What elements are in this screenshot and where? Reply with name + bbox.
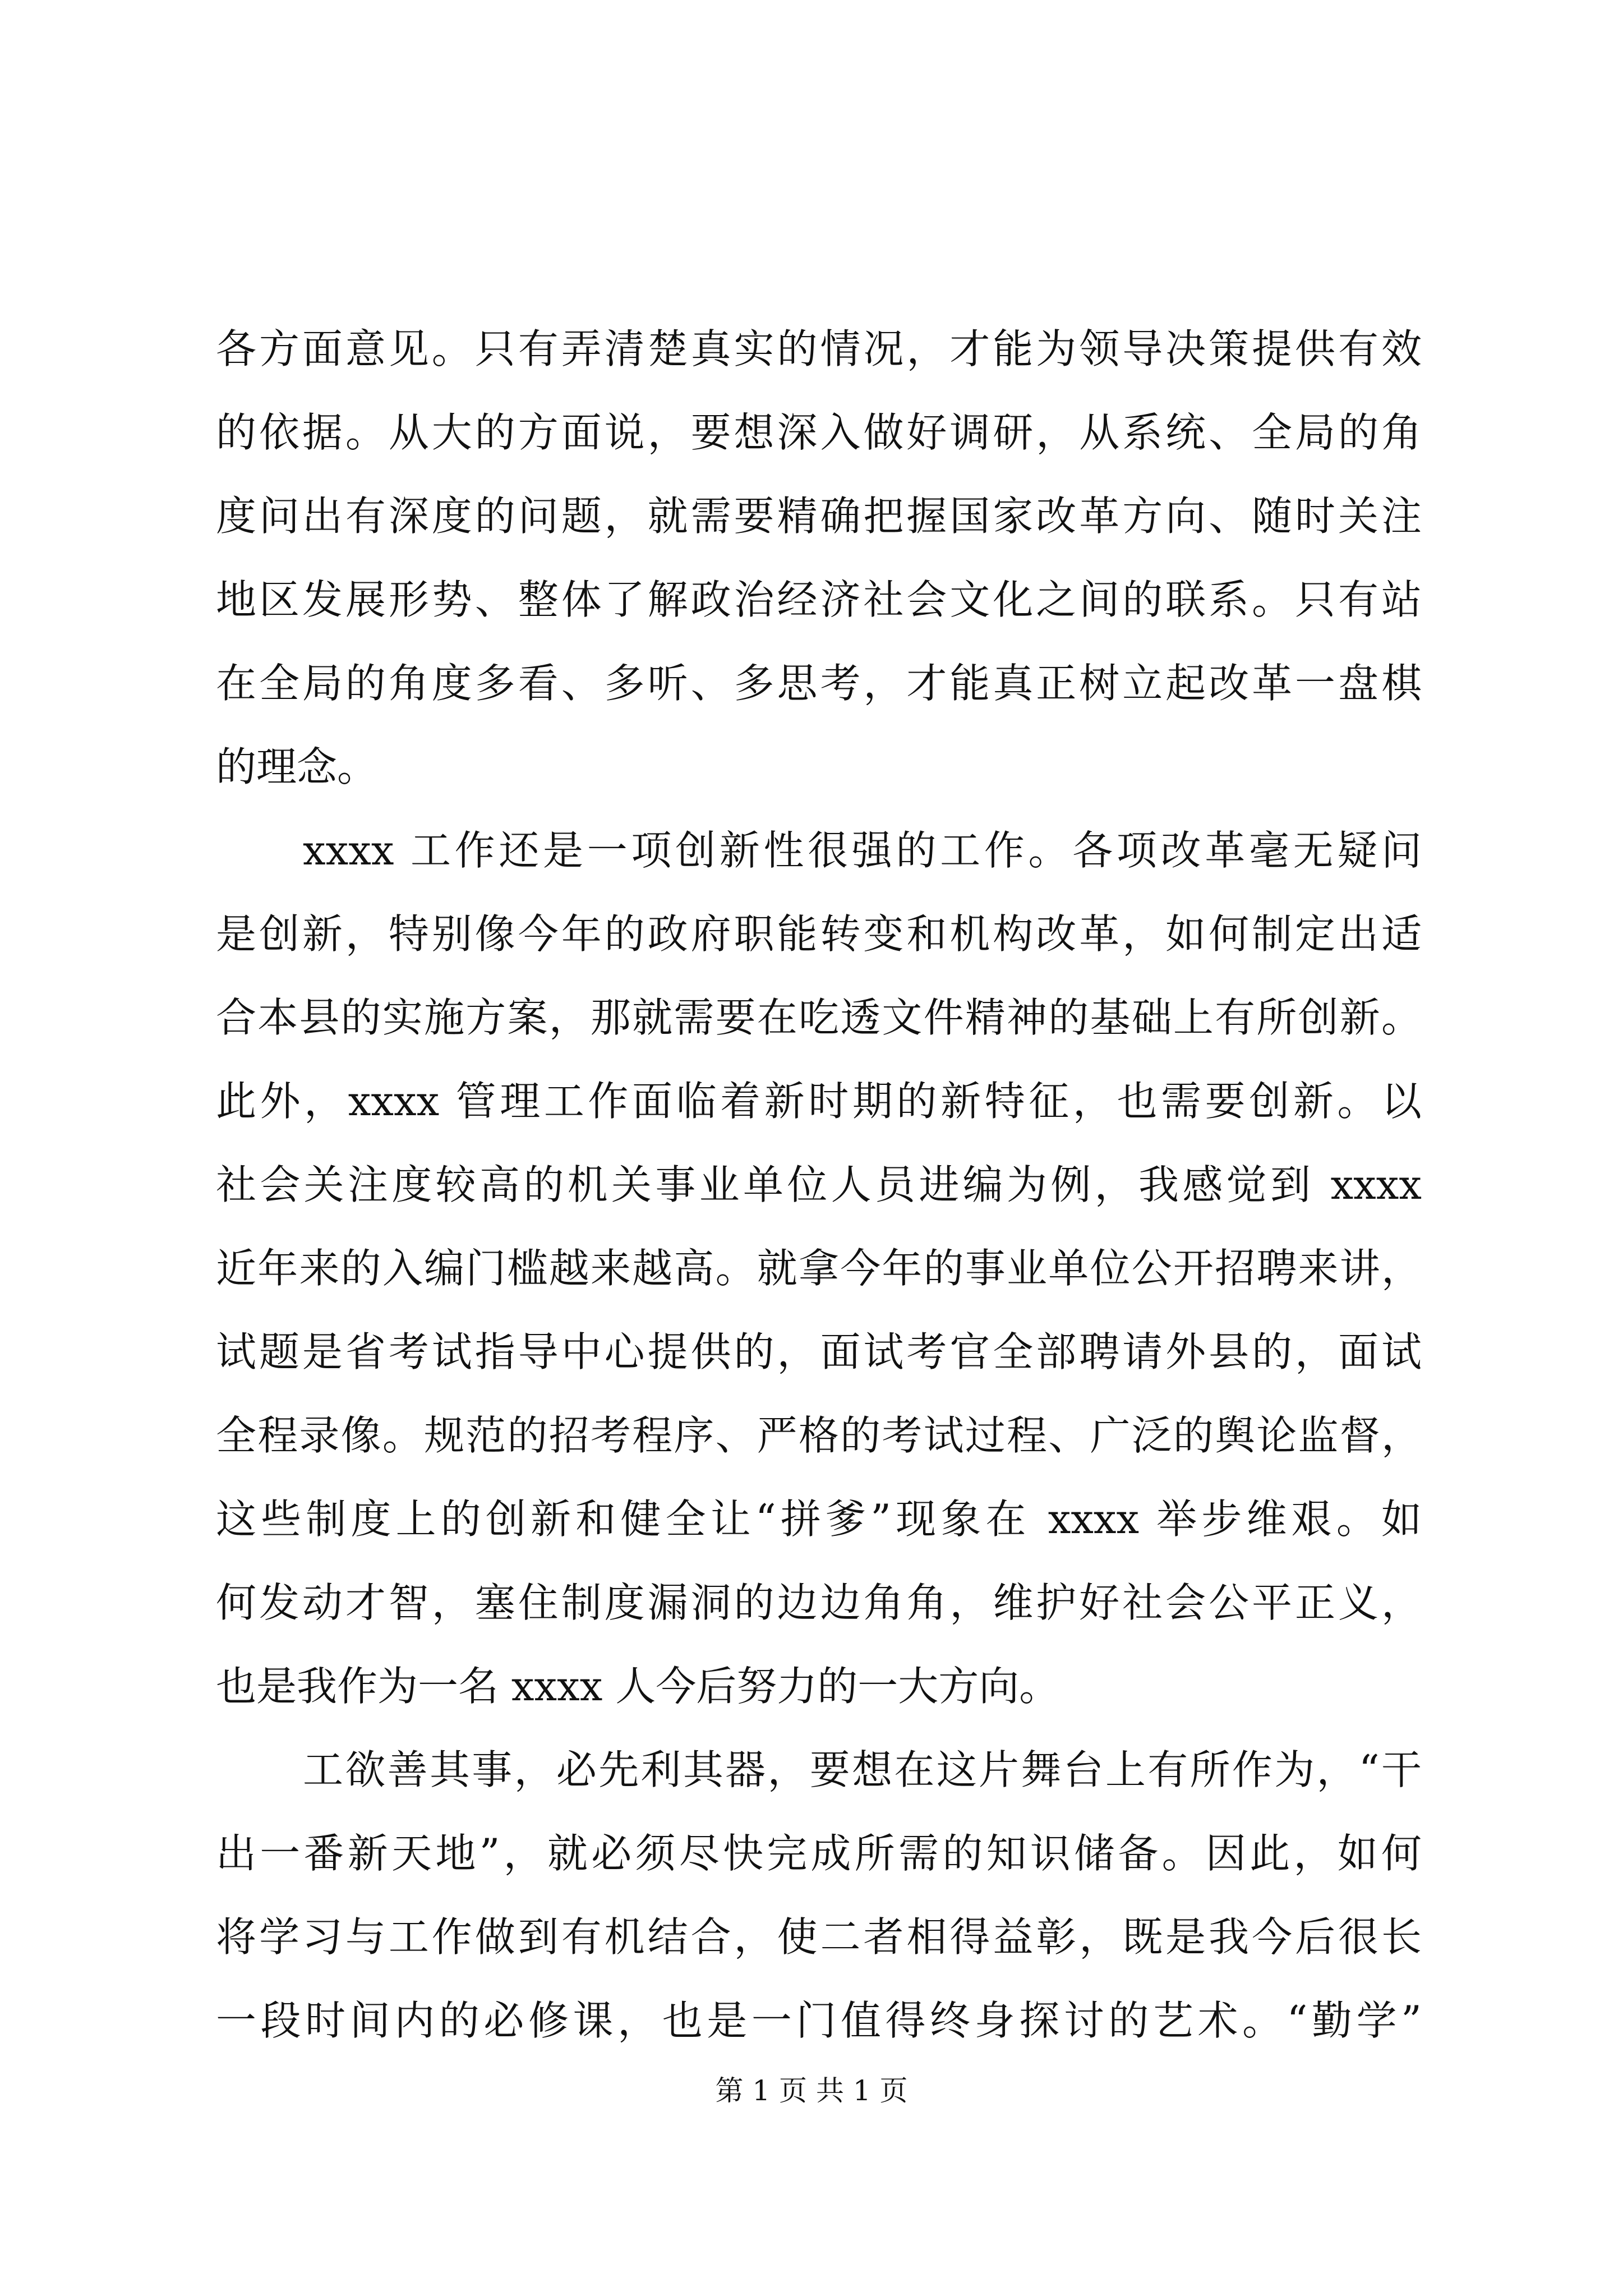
text-line: 各方面意见。只有弄清楚真实的情况，才能为领导决策提供有效 — [216, 325, 1422, 372]
page-footer: 第 1 页 共 1 页 — [715, 2074, 908, 2107]
text-line: 也是我作为一名 xxxx 人今后努力的一大方向。 — [216, 1663, 1060, 1710]
text-line: 是创新，特别像今年的政府职能转变和机构改革，如何制定出适 — [216, 910, 1422, 958]
paragraph — [216, 307, 1422, 809]
paragraph — [216, 809, 1422, 1728]
text-line: 出一番新天地”，就必须尽快完成所需的知识储备。因此，如何 — [216, 1830, 1422, 1877]
text-line: 度问出有深度的问题，就需要精确把握国家改革方向、随时关注 — [216, 493, 1422, 540]
text-line: 全程录像。规范的招考程序、严格的考试过程、广泛的舆论监督， — [216, 1412, 1422, 1459]
paragraph — [216, 1728, 1422, 2063]
text-line: 近年来的入编门槛越来越高。就拿今年的事业单位公开招聘来讲， — [216, 1245, 1422, 1292]
text-line: 何发动才智，塞住制度漏洞的边边角角，维护好社会公平正义， — [216, 1579, 1422, 1626]
text-line: 社会关注度较高的机关事业单位人员进编为例，我感觉到 xxxx — [216, 1161, 1422, 1208]
text-line: 此外，xxxx 管理工作面临着新时期的新特征，也需要创新。以 — [216, 1078, 1422, 1125]
text-line: 在全局的角度多看、多听、多思考，才能真正树立起改革一盘棋 — [216, 660, 1422, 707]
text-line: 的理念。 — [216, 743, 378, 790]
text-line: 的依据。从大的方面说，要想深入做好调研，从系统、全局的角 — [216, 409, 1422, 456]
text-line: 这些制度上的创新和健全让“拼爹”现象在 xxxx 举步维艰。如 — [216, 1496, 1422, 1543]
text-line: xxxx 工作还是一项创新性很强的工作。各项改革毫无疑问 — [303, 827, 1422, 874]
text-line: 一段时间内的必修课，也是一门值得终身探讨的艺术。“勤学” — [216, 1997, 1422, 2044]
document-body — [216, 307, 1422, 2063]
text-line: 将学习与工作做到有机结合，使二者相得益彰，既是我今后很长 — [216, 1913, 1422, 1961]
text-line: 工欲善其事，必先利其器，要想在这片舞台上有所作为，“干 — [303, 1746, 1422, 1793]
text-line: 试题是省考试指导中心提供的，面试考官全部聘请外县的，面试 — [216, 1328, 1422, 1375]
text-line: 地区发展形势、整体了解政治经济社会文化之间的联系。只有站 — [216, 576, 1422, 623]
text-line: 合本县的实施方案，那就需要在吃透文件精神的基础上有所创新。 — [216, 994, 1422, 1041]
